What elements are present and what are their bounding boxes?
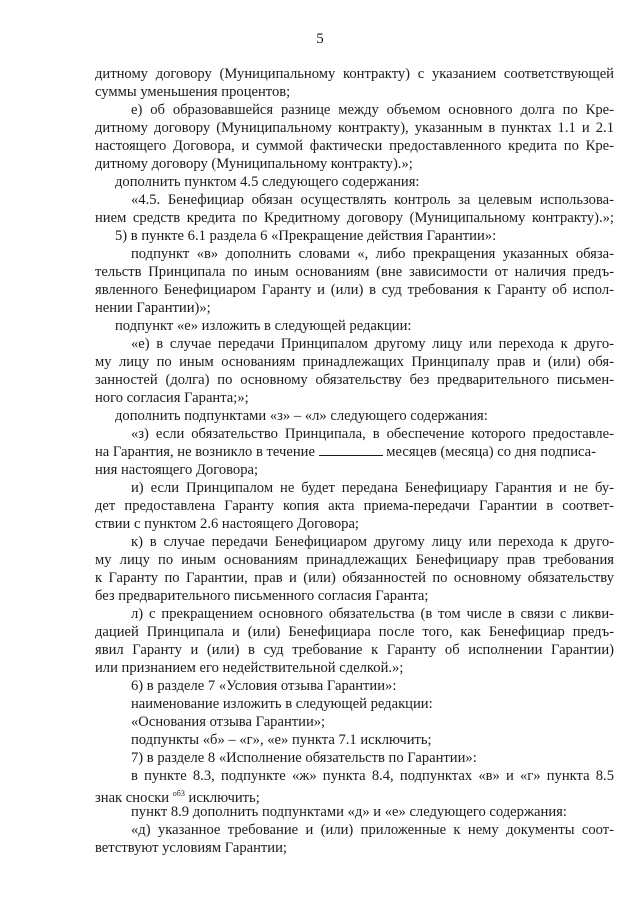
text-line: му лицу по иным основаниям принадлежащих Принципалу прав и (или) обя- — [95, 354, 614, 370]
text-line: настоящего Договора, и суммой фактически предоставленного кредита по Кре- — [95, 138, 614, 154]
text-line: дитному договору (Муниципальному контракту).»; — [95, 156, 413, 172]
text-line: л) с прекращением основного обязательства (в том числе в связи с ликви- — [131, 606, 614, 622]
text-line: подпункты «б» – «г», «е» пункта 7.1 исключить; — [131, 732, 432, 748]
text-fragment: знак сноски — [95, 790, 170, 806]
text-line: тельств Принципала по иным основаниям (вне зависимости от наличия предъ- — [95, 264, 614, 280]
text-line: суммы уменьшения процентов; — [95, 84, 291, 100]
text-line: «4.5. Бенефициар обязан осуществлять контроль за целевым использова- — [131, 192, 614, 208]
text-line: пункт 8.9 дополнить подпунктами «д» и «е» следующего содержания: — [131, 804, 567, 820]
text-line: дитному договору (Муниципальному контракту) с указанием соответствующей — [95, 66, 614, 82]
text-line-with-footnote — [95, 785, 614, 806]
text-line: явленного Бенефициаром Гаранту и (или) в суд требования к Гаранту об испол- — [95, 282, 614, 298]
text-line: занностей (долга) по основному обязательству без предварительного письмен- — [95, 372, 614, 388]
footnote-mark: об3 — [172, 789, 185, 798]
text-line: дацией Принципала и (или) Бенефициара после того, как Бенефициар предъ- — [95, 624, 614, 640]
text-line: нием средств кредита по Кредитному договору (Муниципальному контракту).»; — [95, 210, 614, 226]
text-line: 5) в пункте 6.1 раздела 6 «Прекращение действия Гарантии»: — [115, 228, 497, 244]
text-line: или признанием его недействительной сделкой.»; — [95, 660, 404, 676]
text-line: дет предоставлена Гаранту копия акта приема-передачи Гарантии в соответ- — [95, 498, 614, 514]
text-line: ствии с пунктом 2.6 настоящего Договора; — [95, 516, 359, 532]
text-fragment: месяцев (месяца) со дня подписа- — [386, 444, 597, 460]
text-line: «е) в случае передачи Принципалом другому лицу или перехода к друго- — [131, 336, 614, 352]
text-line: ния настоящего Договора; — [95, 462, 259, 478]
text-line: дополнить подпунктами «з» – «л» следующего содержания: — [115, 408, 488, 424]
blank-field — [319, 443, 383, 456]
text-line: е) об образовавшейся разнице между объемом основного долга по Кре- — [131, 102, 614, 118]
text-line: подпункт «е» изложить в следующей редакции: — [115, 318, 412, 334]
text-line: нении Гарантии)»; — [95, 300, 211, 316]
text-line: наименование изложить в следующей редакции: — [131, 696, 433, 712]
text-line: 6) в разделе 7 «Условия отзыва Гарантии»: — [131, 678, 397, 694]
text-line: в пункте 8.3, подпункте «ж» пункта 8.4, подпунктах «в» и «г» пункта 8.5 — [131, 768, 614, 784]
text-line: и) если Принципалом не будет передана Бенефициару Гарантия и не бу- — [131, 480, 614, 496]
page-number: 5 — [316, 31, 324, 47]
text-line-with-blank — [95, 443, 614, 461]
text-line: «д) указанное требование и (или) приложенные к нему документы соот- — [131, 822, 614, 838]
text-line: «з) если обязательство Принципала, в обеспечение которого предоставле- — [131, 426, 614, 442]
text-line: к) в случае передачи Бенефициаром другому лицу или перехода к друго- — [131, 534, 614, 550]
text-line: явил Гаранту и (или) в суд требование к Гаранту об исполнении Гарантии) — [95, 642, 614, 658]
text-fragment: исключить; — [188, 790, 260, 806]
text-line: ного согласия Гаранта;»; — [95, 390, 249, 406]
text-line: му лицу по иным основаниям принадлежащих Бенефициару прав требования — [95, 552, 614, 568]
text-line: дитному договору (Муниципальному контракту), указанным в пунктах 1.1 и 2.1 — [95, 120, 614, 136]
text-line: ветствуют условиям Гарантии; — [95, 840, 287, 856]
text-fragment: на Гарантия, не возникло в течение — [95, 444, 315, 460]
text-line: подпункт «в» дополнить словами «, либо прекращения указанных обяза- — [131, 246, 614, 262]
text-line: «Основания отзыва Гарантии»; — [131, 714, 326, 730]
text-line: к Гаранту по Гарантии, прав и (или) обязанностей по основному обязательству — [95, 570, 614, 586]
text-line: 7) в разделе 8 «Исполнение обязательств по Гарантии»: — [131, 750, 477, 766]
text-line: дополнить пунктом 4.5 следующего содержания: — [115, 174, 420, 190]
text-line: без предварительного письменного согласия Гаранта; — [95, 588, 429, 604]
